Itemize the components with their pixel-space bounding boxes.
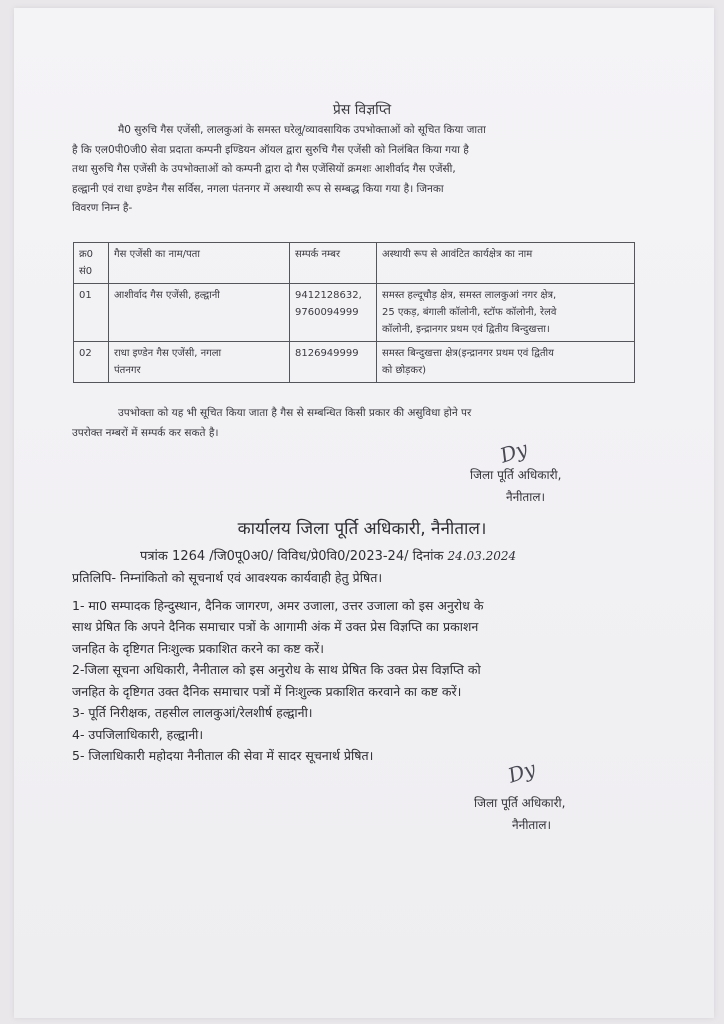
contact-number: 9412128632, xyxy=(295,290,362,301)
cell-sno: 01 xyxy=(74,284,109,342)
signature-scribble: Dy xyxy=(504,756,539,788)
cell-contact: 8126949999 xyxy=(290,342,377,383)
copy-item: साथ प्रेषित कि अपने दैनिक समाचार पत्रों के आगामी अंक में उक्त प्रेस विज्ञप्ति का प्रकाशन xyxy=(72,619,479,634)
contact-number: 9760094999 xyxy=(295,307,359,318)
copy-list xyxy=(72,567,638,767)
copy-item: 3- पूर्ति निरीक्षक, तहसील लालकुआं/रेलशीर्ष हल्द्वानी। xyxy=(72,705,313,720)
header-contact: सम्पर्क नम्बर xyxy=(290,243,377,284)
cell-contact xyxy=(290,284,377,342)
reference-date: 24.03.2024 xyxy=(447,549,517,563)
signature-scribble: Dy xyxy=(496,436,531,468)
copy-item: 2-जिला सूचना अधिकारी, नैनीताल को इस अनुरोध के साथ प्रेषित कि उक्त प्रेस विज्ञप्ति को xyxy=(72,662,481,677)
cell-agency-name xyxy=(109,342,290,383)
press-release-title: प्रेस विज्ञप्ति xyxy=(332,102,392,118)
copy-intro: प्रतिलिपि- निम्नांकितो को सूचनार्थ एवं आवश्यक कार्यवाही हेतु प्रेषित। xyxy=(72,570,383,585)
office-signature-block xyxy=(474,792,565,836)
copy-item: 5- जिलाधिकारी महोदया नैनीताल की सेवा में सादर सूचनार्थ प्रेषित। xyxy=(72,748,374,763)
area-line: को छोड़कर) xyxy=(382,365,427,376)
cell-area xyxy=(377,284,635,342)
intro-paragraph xyxy=(72,121,638,219)
intro-line: हल्द्वानी एवं राधा इण्डेन गैस सर्विस, नगला पंतनगर में अस्थायी रूप से सम्बद्ध किया गया है। जिनका xyxy=(72,182,444,195)
closing-line: उपरोक्त नम्बरों में सम्पर्क कर सकते है। xyxy=(72,426,219,439)
gas-agency-table xyxy=(73,242,635,383)
reference-number: पत्रांक 1264 /जि0पू0अ0/ विविध/प्रे0वि0/2023-24/ दिनांक xyxy=(140,549,444,564)
reference-line xyxy=(140,546,516,564)
header-sno: क्र0 सं0 xyxy=(74,243,109,284)
area-line: 25 एकड़, बंगाली कॉलोनी, स्टॉफ कॉलोनी, रेलवे xyxy=(382,307,557,318)
signature-place: नैनीताल। xyxy=(512,818,552,832)
intro-line: तथा सुरुचि गैस एजेंसी के उपभोक्ताओं को कम्पनी द्वारा दो गैस एजेंसियों क्रमशः आशीर्वाद गैस एजेंसी, xyxy=(72,163,456,175)
area-line: समस्त बिन्दुखत्ता क्षेत्र(इन्द्रानगर प्रथम एवं द्वितीय xyxy=(382,348,554,359)
copy-item: 1- मा0 सम्पादक हिन्दुस्थान, दैनिक जागरण, अमर उजाला, उत्तर उजाला को इस अनुरोध के xyxy=(72,597,484,613)
cell-sno: 02 xyxy=(74,342,109,383)
intro-line: है कि एल0पी0जी0 सेवा प्रदाता कम्पनी इण्डियन ऑयल द्वारा सुरुचि गैस एजेंसी को निलंबित किया गया है xyxy=(72,143,469,156)
intro-line: विवरण निम्न है- xyxy=(72,202,133,214)
signature-place: नैनीताल। xyxy=(506,490,546,504)
office-heading: कार्यालय जिला पूर्ति अधिकारी, नैनीताल। xyxy=(237,519,487,539)
table-row xyxy=(74,284,635,342)
area-line: कॉलोनी, इन्द्रानगर प्रथम एवं द्वितीय बिन्दुखत्ता। xyxy=(382,324,550,335)
cell-area xyxy=(377,342,635,383)
signature-title: जिला पूर्ति अधिकारी, xyxy=(474,796,566,810)
cell-agency-name: आशीर्वाद गैस एजेंसी, हल्द्वानी xyxy=(109,284,290,342)
copy-item: 4- उपजिलाधिकारी, हल्द्वानी। xyxy=(72,726,204,742)
signature-title: जिला पूर्ति अधिकारी, xyxy=(470,468,562,482)
table-row xyxy=(74,342,635,383)
agency-name-line: राधा इण्डेन गैस एजेंसी, नगला xyxy=(114,348,222,359)
copy-item: जनहित के दृष्टिगत निःशुल्क प्रकाशित करने का कष्ट करें। xyxy=(72,640,325,656)
closing-line: उपभोक्ता को यह भी सूचित किया जाता है गैस से सम्बन्धित किसी प्रकार की असुविधा होने पर xyxy=(118,407,472,419)
table-header-row xyxy=(74,243,635,284)
closing-paragraph xyxy=(72,404,638,443)
header-agency-name: गैस एजेंसी का नाम/पता xyxy=(109,243,290,284)
press-signature-block xyxy=(470,464,561,508)
agency-name-line: पंतनगर xyxy=(114,365,141,376)
copy-item: जनहित के दृष्टिगत उक्त दैनिक समाचार पत्रों में निःशुल्क प्रकाशित करवाने का कष्ट करें। xyxy=(72,683,462,699)
intro-line: मै0 सुरुचि गैस एजेंसी, लालकुआं के समस्त घरेलू/व्यावसायिक उपभोक्ताओं को सूचित किया जाता xyxy=(118,124,486,136)
header-area: अस्थायी रूप से आवंटित कार्यक्षेत्र का नाम xyxy=(377,243,635,284)
area-line: समस्त हल्दूचौड़ क्षेत्र, समस्त लालकुआं नगर क्षेत्र, xyxy=(382,290,557,301)
